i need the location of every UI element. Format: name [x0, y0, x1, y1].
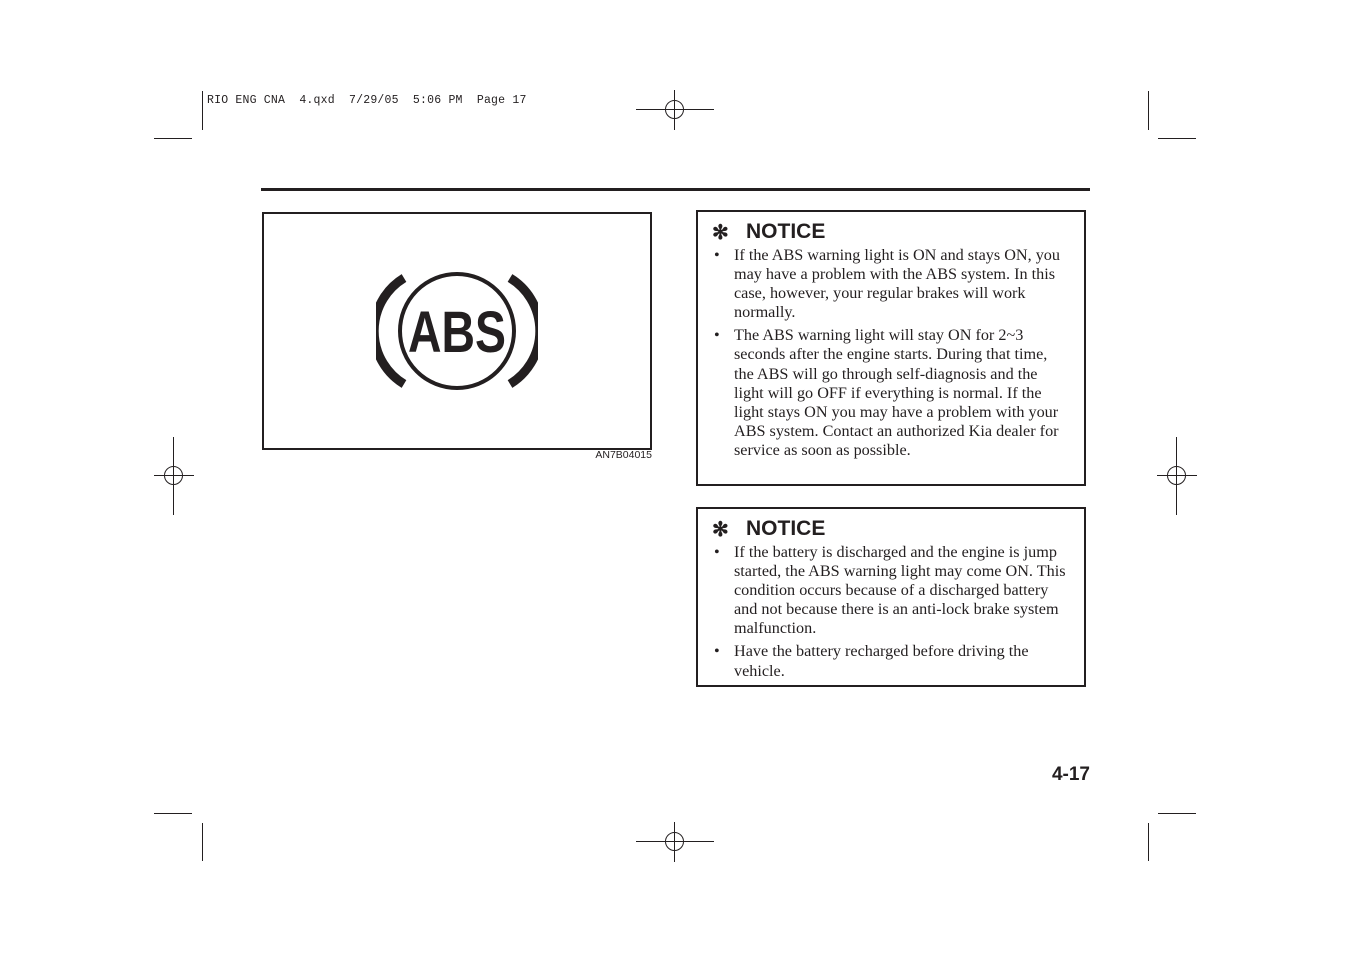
figure-caption: AN7B04015	[595, 449, 652, 461]
registration-mark-bottom-icon	[636, 822, 714, 862]
notice-box-2	[696, 507, 1086, 687]
crop-mark-top-left-horizontal	[154, 138, 192, 139]
notice-star-icon: ✻	[712, 221, 729, 244]
crop-mark-bottom-left-horizontal	[154, 813, 192, 814]
header-rule	[261, 188, 1090, 191]
print-slug: RIO ENG CNA 4.qxd 7/29/05 5:06 PM Page 17	[207, 94, 527, 107]
bullet-icon: •	[714, 246, 720, 264]
notice-heading	[712, 515, 1070, 543]
notice-box-1	[696, 210, 1086, 486]
registration-mark-top-icon	[636, 90, 714, 130]
abs-warning-light-icon	[376, 270, 538, 392]
list-item: • If the ABS warning light is ON and stays ON, you may have a problem with the ABS system. In this case, however, your regular brakes will work normally.	[714, 246, 1060, 322]
crop-mark-top-right-horizontal	[1158, 138, 1196, 139]
crop-mark-top-left-vertical	[202, 91, 203, 130]
notice-list	[712, 543, 1070, 681]
crop-mark-top-right-vertical	[1148, 91, 1149, 130]
crop-mark-bottom-right-vertical	[1148, 823, 1149, 861]
bullet-icon: •	[714, 543, 720, 561]
notice-heading	[712, 218, 1070, 246]
list-item: • The ABS warning light will stay ON for 2~3 seconds after the engine starts. During that time, the ABS will go through self-diagnosis and the light will go OFF if everything is normal. If the light stays ON you may have a problem with your ABS system. Contact an authorized Kia dealer for service as soon as possible.	[714, 326, 1059, 459]
notice-title: NOTICE	[746, 220, 826, 243]
registration-mark-right-icon	[1157, 437, 1197, 515]
crop-mark-bottom-right-horizontal	[1158, 813, 1196, 814]
notice-title: NOTICE	[746, 517, 826, 540]
figure-box	[262, 212, 652, 450]
notice-star-icon: ✻	[712, 518, 729, 541]
list-item: • If the battery is discharged and the engine is jump started, the ABS warning light may come ON. This condition occurs because of a discharged battery and not because there is an anti-lock brake system malfunction.	[714, 543, 1066, 638]
list-item: • Have the battery recharged before driving the vehicle.	[714, 642, 1029, 680]
crop-mark-bottom-left-vertical	[202, 823, 203, 861]
notice-list	[712, 246, 1070, 460]
bullet-icon: •	[714, 642, 720, 661]
abs-icon-text: ABS	[408, 300, 506, 365]
bullet-icon: •	[714, 326, 720, 345]
registration-mark-left-icon	[154, 437, 194, 515]
page-number: 4-17	[1051, 764, 1090, 785]
